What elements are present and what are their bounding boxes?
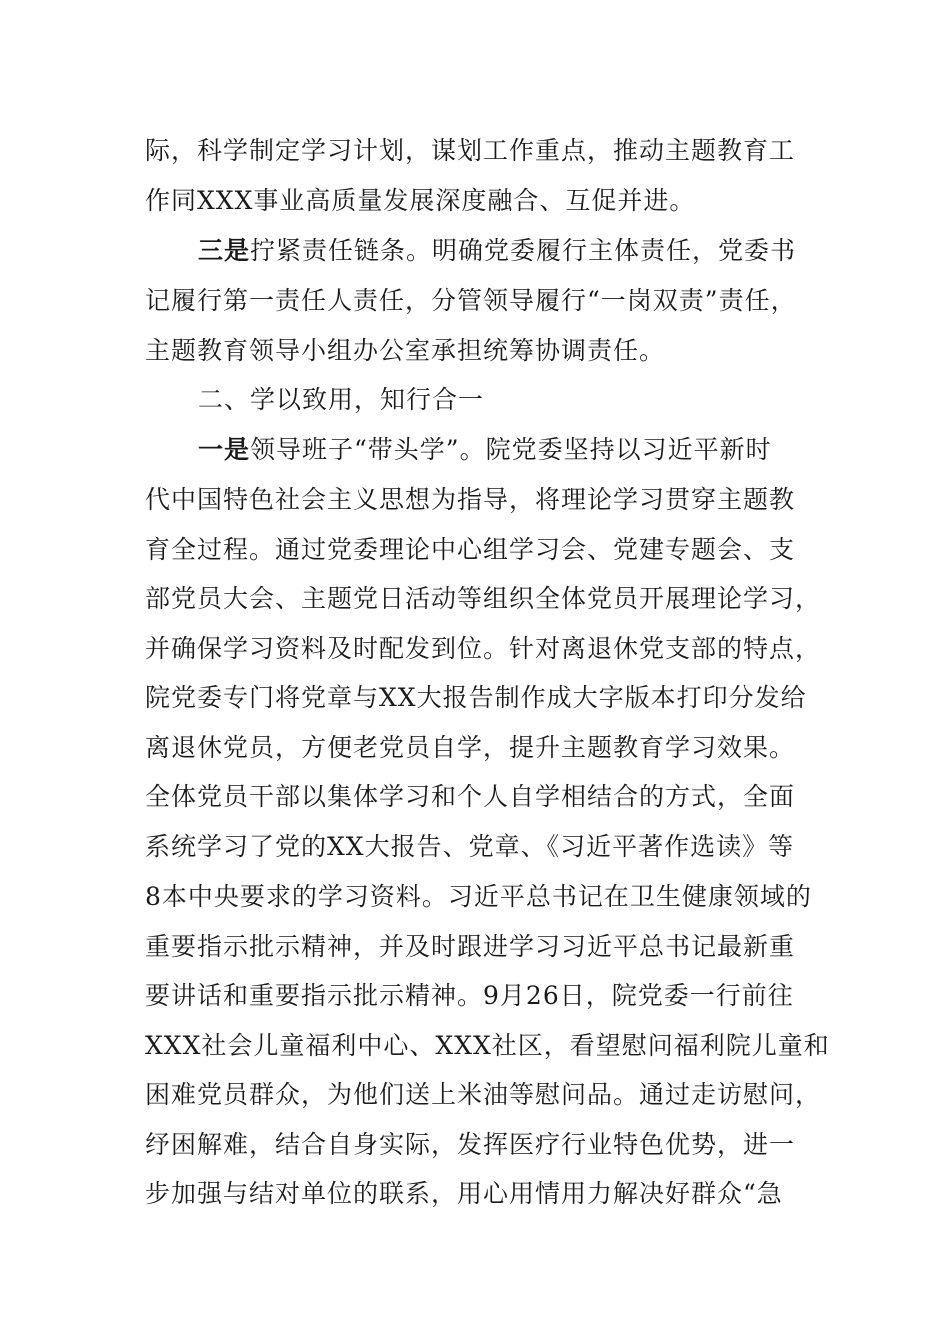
paragraph-line: 步加强与结对单位的联系，用心用情用力解决好群众“急 (145, 1179, 783, 1208)
paragraph-line: 代中国特色社会主义思想为指导，将理论学习贯穿主题教 (145, 485, 796, 514)
paragraph-line: XXX社会儿童福利中心、XXX社区，看望慰问福利院儿童和 (145, 1031, 830, 1060)
paragraph-line: 重要指示批示精神，并及时跟进学习习近平总书记最新重 (145, 932, 796, 961)
paragraph-line: 系统学习了党的XX大报告、党章、《习近平著作选读》等 (145, 832, 795, 861)
paragraph-line: 院党委专门将党章与XX大报告制作成大字版本打印分发给 (145, 683, 807, 712)
paragraph-line: 要讲话和重要指示批示精神。9月26日，院党委一行前往 (145, 981, 794, 1010)
paragraph-text: 领导班子“带头学”。院党委坚持以习近平新时 (250, 435, 772, 464)
paragraph-line: 际，科学制定学习计划，谋划工作重点，推动主题教育工 (145, 136, 796, 165)
paragraph-line: 记履行第一责任人责任，分管领导履行“一岗双责”责任， (145, 286, 797, 315)
section-heading: 二、学以致用，知行合一 (198, 385, 485, 414)
lead-label: 三是 (198, 236, 251, 265)
paragraph-line: 8本中央要求的学习资料。习近平总书记在卫生健康领域的 (145, 882, 812, 911)
paragraph-text: 拧紧责任链条。明确党委履行主体责任，党委书 (250, 236, 797, 265)
paragraph-line: 全体党员干部以集体学习和个人自学相结合的方式，全面 (145, 782, 796, 811)
paragraph-line: 作同XXX事业高质量发展深度融合、互促并进。 (145, 186, 696, 215)
paragraph-line: 主题教育领导小组办公室承担统筹协调责任。 (145, 336, 666, 365)
paragraph-line: 离退休党员，方便老党员自学，提升主题教育学习效果。 (145, 733, 796, 762)
paragraph-line: 部党员大会、主题党日活动等组织全体党员开展理论学习， (145, 584, 822, 613)
paragraph-line: 育全过程。通过党委理论中心组学习会、党建专题会、支 (145, 535, 796, 564)
paragraph-line (198, 229, 805, 273)
paragraph-line (198, 428, 805, 472)
paragraph-line: 并确保学习资料及时配发到位。针对离退休党支部的特点， (145, 634, 822, 663)
paragraph-line: 纾困解难，结合自身实际，发挥医疗行业特色优势，进一 (145, 1130, 796, 1159)
paragraph-line: 困难党员群众，为他们送上米油等慰问品。通过走访慰问， (145, 1080, 822, 1109)
lead-label: 一是 (198, 435, 251, 464)
